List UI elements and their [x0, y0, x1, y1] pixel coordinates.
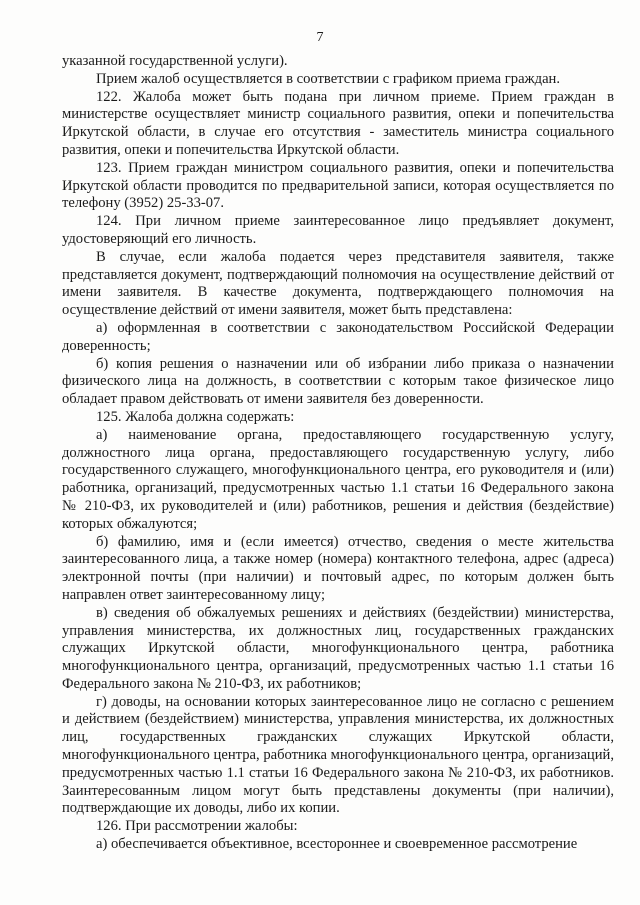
paragraph: б) копия решения о назначении или об избрании либо приказа о назначении физического лица на должность, в соответствии с которым такое физическое лицо обладает правом действовать от имени заявителя без доверенности. [62, 355, 614, 408]
paragraph: 124. При личном приеме заинтересованное лицо предъявляет документ, удостоверяющий его личность. [62, 213, 614, 247]
paragraph: а) обеспечивается объективное, всестороннее и своевременное рассмотрение [96, 836, 578, 853]
paragraph: б) фамилию, имя и (если имеется) отчество, сведения о месте жительства заинтересованного лица, а также номер (номера) контактного телефона, адрес (адреса) электронной почты (при наличии) и почтовый адрес, по которым должен быть направлен ответ заинтересованному лицу; [62, 533, 614, 603]
paragraph: 123. Прием граждан министром социального развития, опеки и попечительства Иркутской области проводится по предварительной записи, которая осуществляется по телефону (3952) 25-33-07. [62, 159, 614, 212]
paragraph: 125. Жалоба должна содержать: [96, 408, 295, 425]
paragraph: 126. При рассмотрении жалобы: [96, 818, 298, 835]
paragraph: 122. Жалоба может быть подана при личном приеме. Прием граждан в министерстве осуществляет министр социального развития, опеки и попечительства Иркутской области, в случае его отсутствия - заместитель министра социального развития, опеки и попечительства Иркутской области. [62, 88, 614, 158]
paragraph: а) оформленная в соответствии с законодательством Российской Федерации доверенность; [62, 319, 614, 354]
page-number: 7 [316, 30, 324, 45]
paragraph: а) наименование органа, предоставляющего государственную услугу, должностного лица органа, предоставляющего государственную услугу, либо государственного служащего, многофункционального центра, его руководителя и (или) работника, организаций, предусмотренных частью 1.1 статьи 16 Федерального закона № 210-ФЗ, их руководителей и (или) работников, решения и действия (бездействие) которых обжалуются; [62, 426, 614, 532]
paragraph: Прием жалоб осуществляется в соответствии с графиком приема граждан. [96, 70, 560, 87]
paragraph: указанной государственной услуги). [62, 53, 288, 69]
paragraph: В случае, если жалоба подается через представителя заявителя, также представляется документ, подтверждающий полномочия на осуществление действий от имени заявителя. В качестве документа, подтверждающего полномочия на осуществление действий от имени заявителя, может быть представлена: [62, 248, 614, 319]
paragraph: г) доводы, на основании которых заинтересованное лицо не согласно с решением и действием (бездействием) министерства, управления министерства, их должностных лиц, государственных гражданских служащих Иркутской области, многофункционального центра, работника многофункционального центра, организаций, предусмотренных частью 1.1 статьи 16 Федерального закона № 210-ФЗ, их работников. Заинтересованным лицом могут быть представлены документы (при наличии), подтверждающие их доводы, либо их копии. [62, 693, 614, 817]
document-body [62, 53, 614, 854]
paragraph: в) сведения об обжалуемых решениях и действиях (бездействии) министерства, управления министерства, их должностных лиц, государственных гражданских служащих Иркутской области, многофункционального центра, работника многофункционального центра, организаций, предусмотренных частью 1.1 статьи 16 Федерального закона № 210-ФЗ, их работников; [62, 604, 614, 692]
